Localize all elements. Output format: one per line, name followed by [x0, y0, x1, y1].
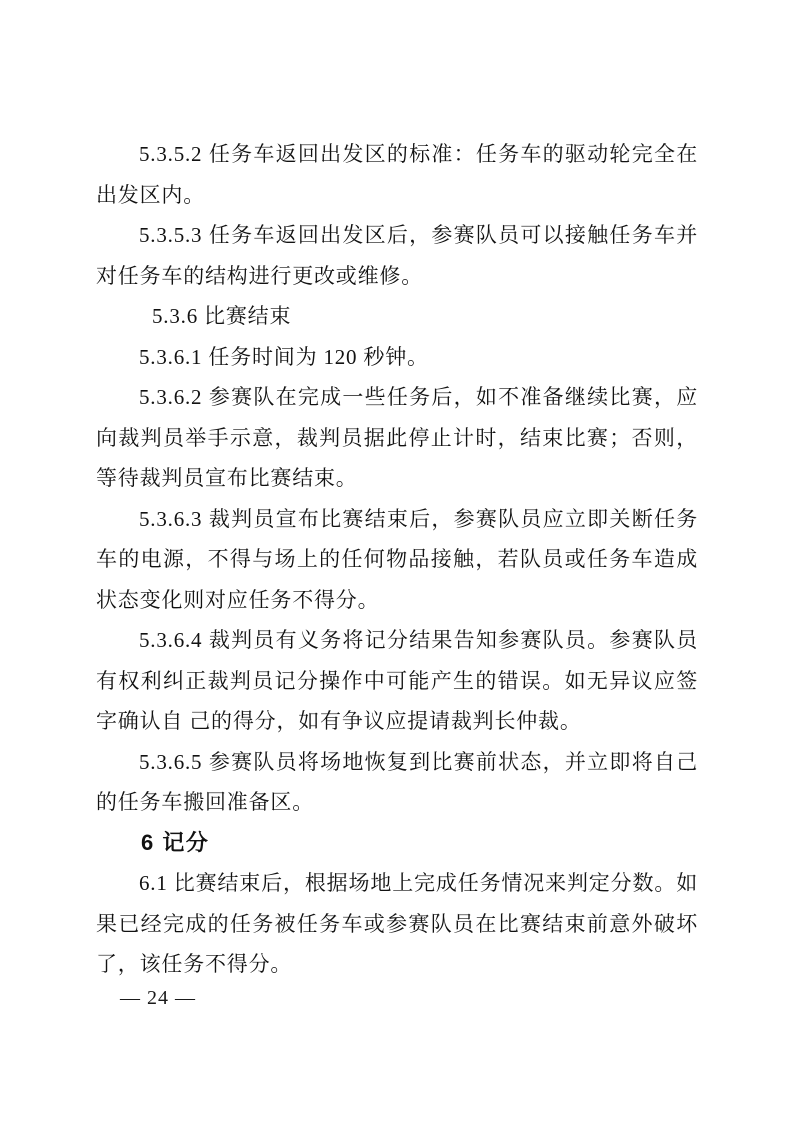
page-number: — 24 — — [120, 987, 196, 1009]
subheading-5-3-6: 5.3.6 比赛结束 — [152, 304, 292, 328]
paragraph-5-3-6-3: 5.3.6.3 裁判员宣布比赛结束后，参赛队员应立即关断任务车的电源，不得与场上的任何物品接触，若队员或任务车造成状态变化则对应任务不得分。 — [96, 506, 698, 612]
paragraph-5-3-6-2: 5.3.6.2 参赛队在完成一些任务后，如不准备继续比赛，应向裁判员举手示意，裁判员据此停止计时，结束比赛；否则，等待裁判员宣布比赛结束。 — [96, 385, 698, 490]
paragraph-5-3-6-4: 5.3.6.4 裁判员有义务将记分结果告知参赛队员。参赛队员有权利纠正裁判员记分操作中可能产生的错误。如无异议应签字确认自 己的得分，如有争议应提请裁判长仲裁。 — [96, 628, 698, 733]
section-heading-6: 6 记分 — [141, 829, 210, 855]
paragraph-5-3-6-5: 5.3.6.5 参赛队员将场地恢复到比赛前状态，并立即将自己的任务车搬回准备区。 — [96, 749, 698, 814]
paragraph-5-3-6-1: 5.3.6.1 任务时间为 120 秒钟。 — [139, 344, 429, 369]
paragraph-6-1: 6.1 比赛结束后，根据场地上完成任务情况来判定分数。如果已经完成的任务被任务车或参赛队员在比赛结束前意外破坏了，该任务不得分。 — [96, 871, 698, 976]
document-body — [96, 134, 698, 985]
paragraph-5-3-5-2: 5.3.5.2 任务车返回出发区的标准：任务车的驱动轮完全在出发区内。 — [96, 142, 698, 207]
paragraph-5-3-5-3: 5.3.5.3 任务车返回出发区后，参赛队员可以接触任务车并对任务车的结构进行更改或维修。 — [96, 223, 698, 288]
